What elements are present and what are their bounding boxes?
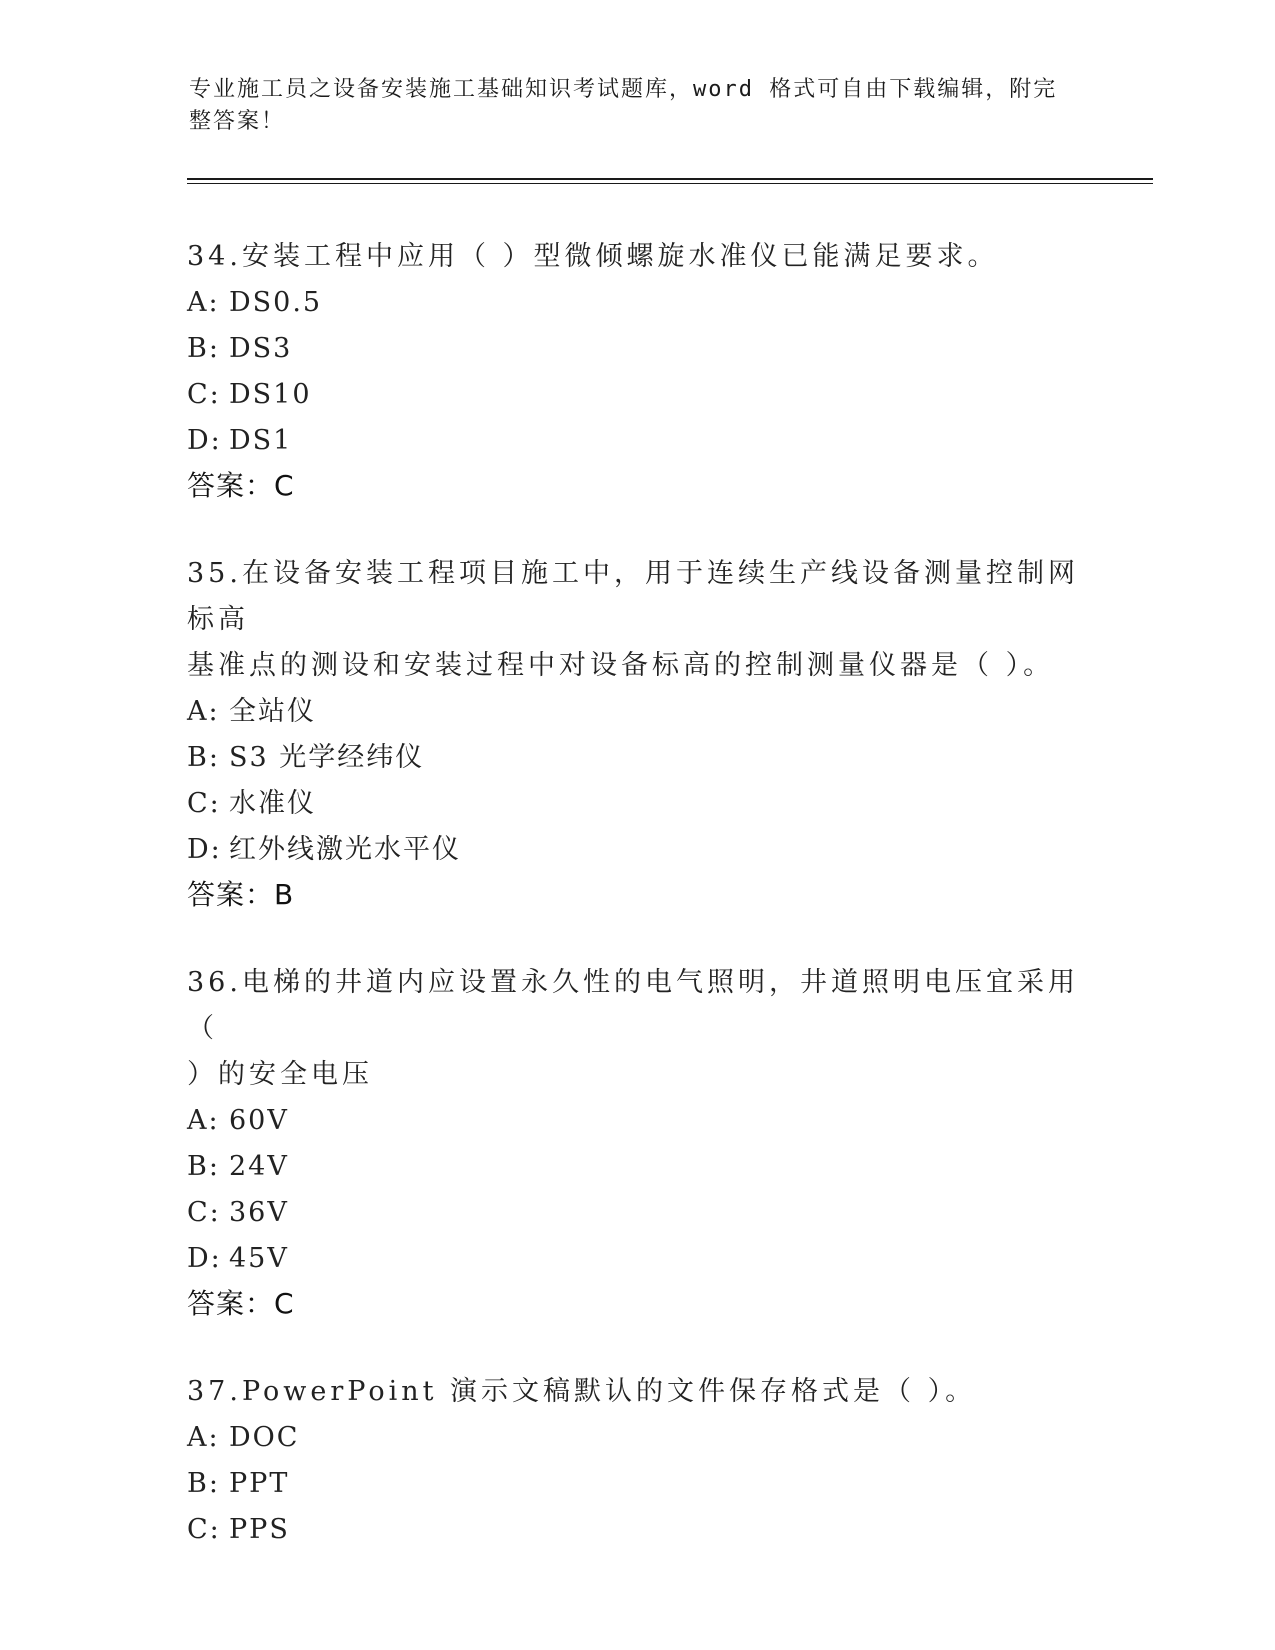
- option-b: [187, 1144, 1087, 1190]
- document-header: [189, 74, 1089, 138]
- option-letter: D:: [187, 425, 222, 456]
- option-letter: D:: [187, 1243, 222, 1274]
- option-a: [187, 1098, 1087, 1144]
- option-c: [187, 781, 1087, 827]
- option-letter: D:: [187, 834, 222, 865]
- option-c: [187, 1507, 1087, 1553]
- option-letter: C:: [187, 1197, 221, 1228]
- answer-line: 答案：C: [187, 1287, 295, 1320]
- header-divider-thin: [187, 183, 1153, 184]
- question-stem: 36.电梯的井道内应设置永久性的电气照明，井道照明电压宜采用（: [187, 967, 1079, 1044]
- header-divider-thick: [187, 178, 1153, 180]
- question-list: [187, 234, 1087, 1596]
- question-stem: 34.安装工程中应用（ ）型微倾螺旋水准仪已能满足要求。: [187, 241, 999, 272]
- option-letter: A:: [187, 1105, 220, 1136]
- option-text: PPS: [229, 1514, 290, 1545]
- option-text: 水准仪: [229, 788, 316, 819]
- answer-line: 答案：B: [187, 878, 295, 911]
- option-letter: A:: [187, 1422, 220, 1453]
- option-b: [187, 326, 1087, 372]
- option-a: [187, 280, 1087, 326]
- option-text: 45V: [229, 1243, 289, 1274]
- option-letter: B:: [187, 333, 220, 364]
- option-a: [187, 1415, 1087, 1461]
- question-stem: 35.在设备安装工程项目施工中，用于连续生产线设备测量控制网标高: [187, 558, 1079, 635]
- question-36: [187, 960, 1087, 1326]
- question-34: [187, 234, 1087, 508]
- option-letter: C:: [187, 788, 221, 819]
- option-letter: A:: [187, 287, 220, 318]
- option-letter: C:: [187, 379, 221, 410]
- option-c: [187, 372, 1087, 418]
- option-d: [187, 1236, 1087, 1282]
- option-text: DS3: [229, 333, 293, 364]
- option-letter: A:: [187, 696, 220, 727]
- option-text: 36V: [229, 1197, 289, 1228]
- option-text: 全站仪: [229, 696, 316, 727]
- option-b: [187, 1461, 1087, 1507]
- option-text: DS1: [229, 425, 293, 456]
- option-text: DS0.5: [229, 287, 323, 318]
- option-c: [187, 1190, 1087, 1236]
- option-letter: B:: [187, 1468, 220, 1499]
- question-35: [187, 551, 1087, 917]
- option-text: DOC: [229, 1422, 300, 1453]
- option-text: 60V: [229, 1105, 289, 1136]
- option-b: [187, 735, 1087, 781]
- option-d: [187, 418, 1087, 464]
- option-text: 24V: [229, 1151, 289, 1182]
- option-text: S3 光学经纬仪: [229, 742, 425, 773]
- answer-line: 答案：C: [187, 469, 295, 502]
- question-37: [187, 1369, 1087, 1553]
- option-text: DS10: [229, 379, 312, 410]
- question-stem-continued: 基准点的测设和安装过程中对设备标高的控制测量仪器是（ ）。: [187, 650, 1055, 681]
- option-d: [187, 827, 1087, 873]
- option-text: PPT: [229, 1468, 290, 1499]
- option-letter: C:: [187, 1514, 221, 1545]
- header-line-1: 专业施工员之设备安装施工基础知识考试题库，word 格式可自由下载编辑，附完: [189, 77, 1058, 102]
- option-a: [187, 689, 1087, 735]
- header-line-2: 整答案！: [189, 109, 286, 134]
- option-letter: B:: [187, 742, 220, 773]
- question-stem-continued: ）的安全电压: [187, 1059, 373, 1090]
- option-text: 红外线激光水平仪: [229, 834, 461, 865]
- question-stem: 37.PowerPoint 演示文稿默认的文件保存格式是（ ）。: [187, 1376, 977, 1407]
- option-letter: B:: [187, 1151, 220, 1182]
